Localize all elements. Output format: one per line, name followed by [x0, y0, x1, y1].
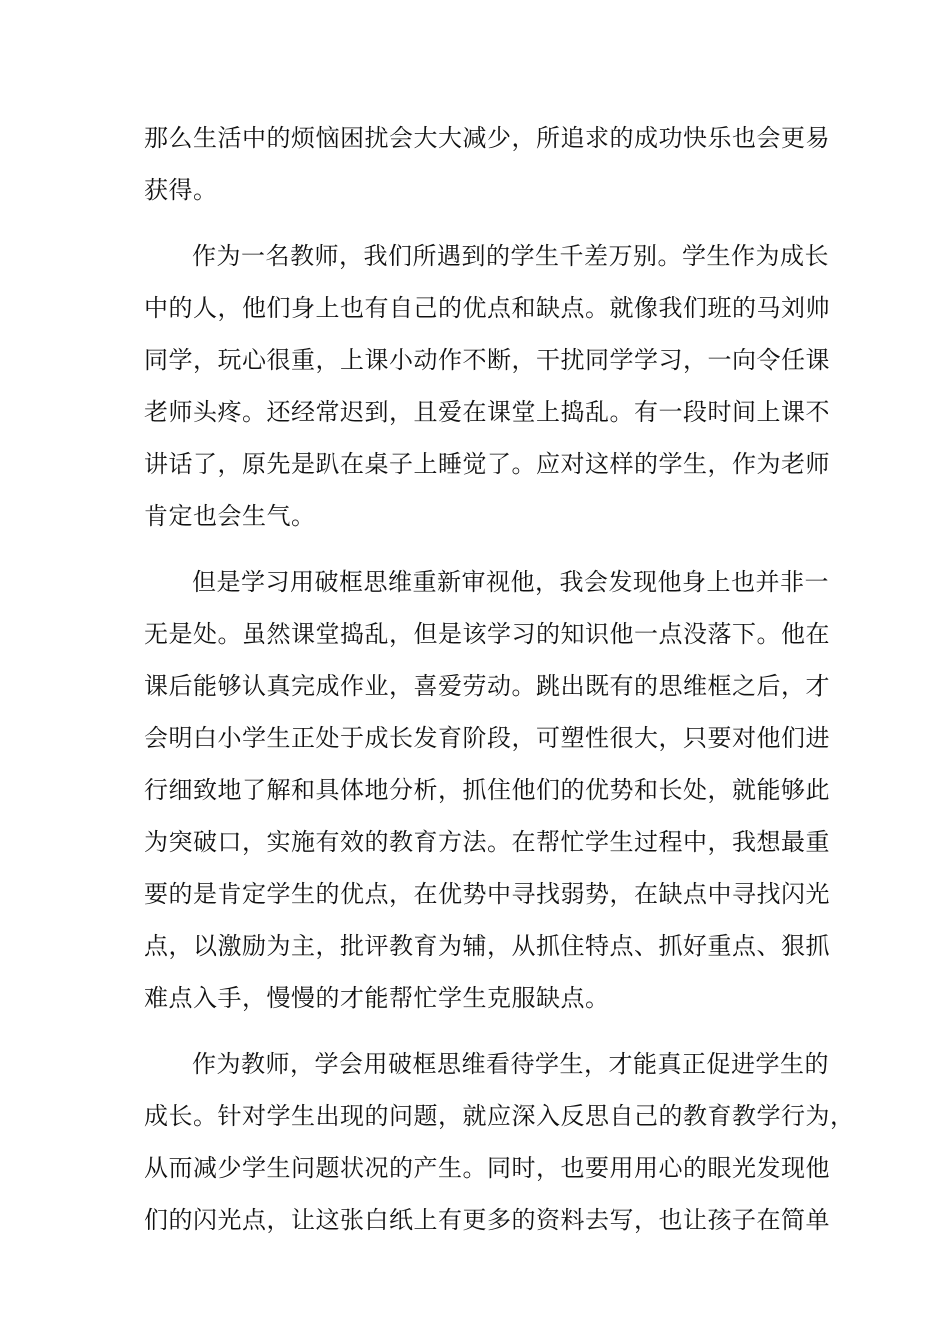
text-line: 获得。: [144, 176, 218, 204]
text-line: 那么生活中的烦恼困扰会大大减少，所追求的成功快乐也会更易: [144, 124, 830, 152]
paragraph: [144, 230, 830, 542]
text-line: 作为一名教师，我们所遇到的学生千差万别。学生作为成长: [192, 242, 829, 270]
text-line: 肯定也会生气。: [144, 502, 316, 530]
text-line: 要的是肯定学生的优点，在优势中寻找弱势，在缺点中寻找闪光: [144, 880, 830, 908]
text-line: 无是处。虽然课堂捣乱，但是该学习的知识他一点没落下。他在: [144, 620, 830, 648]
text-line: 成长。针对学生出现的问题，就应深入反思自己的教育教学行为，: [144, 1102, 855, 1130]
text-line: 从而减少学生问题状况的产生。同时，也要用用心的眼光发现他: [144, 1154, 830, 1182]
text-line: 们的闪光点，让这张白纸上有更多的资料去写，也让孩子在简单: [144, 1206, 830, 1234]
paragraph: [144, 556, 830, 1024]
paragraph: [144, 1038, 855, 1246]
text-line: 但是学习用破框思维重新审视他，我会发现他身上也并非一: [192, 568, 829, 596]
text-line: 点，以激励为主，批评教育为辅，从抓住特点、抓好重点、狠抓: [144, 932, 830, 960]
text-line: 老师头疼。还经常迟到，且爱在课堂上捣乱。有一段时间上课不: [144, 398, 830, 426]
text-line: 难点入手，慢慢的才能帮忙学生克服缺点。: [144, 984, 610, 1012]
text-line: 作为教师，学会用破框思维看待学生，才能真正促进学生的: [192, 1050, 829, 1078]
paragraph: [144, 112, 830, 216]
text-line: 中的人，他们身上也有自己的优点和缺点。就像我们班的马刘帅: [144, 294, 830, 322]
text-line: 为突破口，实施有效的教育方法。在帮忙学生过程中，我想最重: [144, 828, 830, 856]
text-line: 课后能够认真完成作业，喜爱劳动。跳出既有的思维框之后，才: [144, 672, 830, 700]
document-body: [144, 112, 855, 1260]
text-line: 讲话了，原先是趴在桌子上睡觉了。应对这样的学生，作为老师: [144, 450, 830, 478]
text-line: 同学，玩心很重，上课小动作不断，干扰同学学习，一向令任课: [144, 346, 830, 374]
text-line: 行细致地了解和具体地分析，抓住他们的优势和长处，就能够此: [144, 776, 830, 804]
text-line: 会明白小学生正处于成长发育阶段，可塑性很大，只要对他们进: [144, 724, 830, 752]
